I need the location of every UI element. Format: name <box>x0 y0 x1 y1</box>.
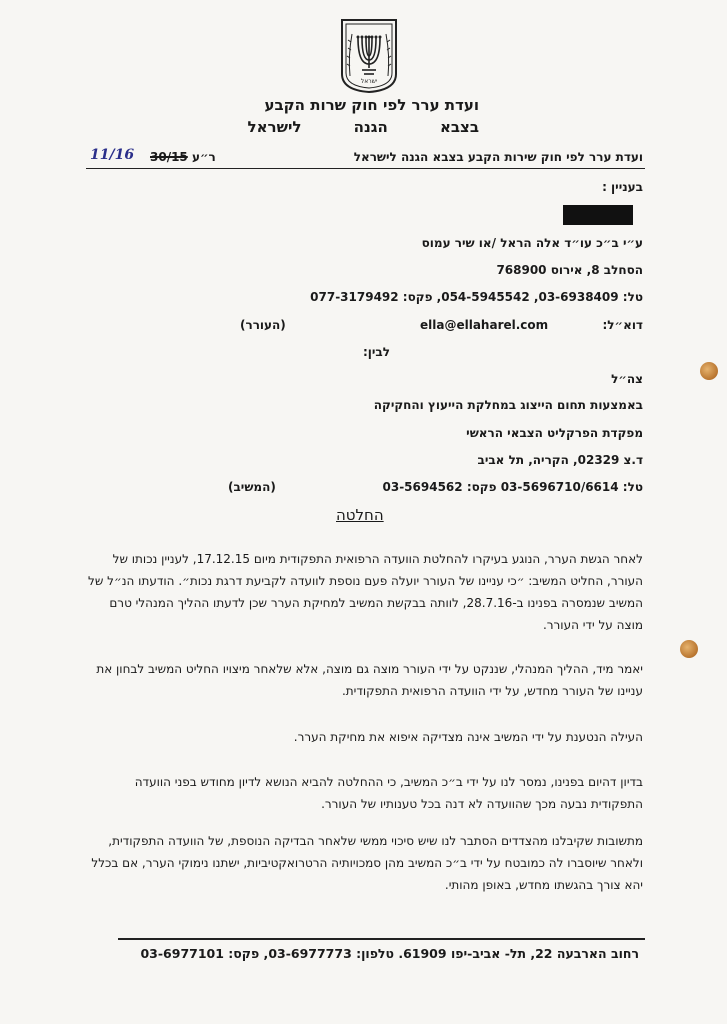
footer-rule <box>118 938 645 940</box>
regarding-label: בעניין : <box>602 180 643 194</box>
appellant-phones: טל: 03-6938409, 054-5945542, פקס: 077-3179492 <box>310 290 643 304</box>
respondent-address: ד.צ 02329, הקריה, תל אביב <box>477 453 643 467</box>
case-line-rule <box>86 168 645 169</box>
respondent-role: (המשיב) <box>228 480 276 494</box>
email-label: דוא״ל: <box>602 318 643 332</box>
respondent-via: באמצעות תחום הייצוג במחלקת הייעוץ והחקיקה <box>373 398 643 412</box>
decision-paragraph-1: לאחר הגשת הערר, הנוגע בעיקרו להחלטת הוועדה הרפואית התפקודית מיום 17.12.15, לעניין נכותו של העורר, החליט המשיב: ״כי עניינו של העורר יועלה פעם נוספת לוועדה לקביעת דרגת נכות״. הודעתו הנ״ל של המשיב שנמסרה בפנינו ב-28.7.16, לוותה בבקשת המשיב למחיקת הערר שכן לדעתו ההליך המנהלי טרם מוצה על ידי העורר. <box>88 552 643 632</box>
binder-hole-top <box>700 362 718 380</box>
state-emblem-icon <box>336 16 402 94</box>
redacted-appellant-name <box>563 205 633 225</box>
footer-address: רחוב הארבעה 22, תל- אביב-יפו 61909. טלפון: 03-6977773, פקס: 03-6977101 <box>140 946 639 961</box>
appellant-role: (העורר) <box>240 318 286 332</box>
case-number-struck <box>150 150 216 164</box>
respondent-phones: טל: 03-5696710/6614 פקס: 03-5694562 <box>382 480 643 494</box>
respondent-name: צה״ל <box>611 372 643 386</box>
respondent-office: מפקדת הפרקליט הצבאי הראשי <box>466 426 643 440</box>
binder-hole-bottom <box>680 640 698 658</box>
decision-paragraph-5: מתשובות שקיבלנו מהצדדים הסתבר לנו שיש סיכוי ממשי שלאחר הבדיקה הנוספת, של הוועדה התפקודית, ולאחר שיוסברו לה כמובטח על ידי ב״כ המשיב מהן סמכויותיה הרטרואקטיביות, ישתנו נימוקי הערר, אם בכלל יהא צורך בהגשתו מחדש, באופן מהותי. <box>91 834 643 892</box>
appellant-email: ella@ellaharel.com <box>420 318 549 332</box>
handwritten-case-number: 11/16 <box>90 147 135 163</box>
committee-subtitle: בצבא הגנה לישראל <box>247 118 479 136</box>
decision-paragraph-3: העילה הנטענת על ידי המשיב אינה מצדיקה איפוא את מחיקת הערר. <box>293 730 643 744</box>
decision-title: החלטה <box>336 506 384 524</box>
emblem-text: ישראל <box>360 78 378 85</box>
versus-label: לבין: <box>362 345 390 359</box>
case-committee-title: ועדת ערר לפי חוק שירות הקבע בצבא הגנה לישראל <box>353 150 643 164</box>
decision-paragraph-2: יאמר מיד, ההליך המנהלי, שננקט על ידי העורר מוצה גם מוצה, אלא שלאחר מיצויו החליט המשיב לבחון את עניינו של העורר מחדש, על ידי הוועדה הרפואית התפקודית. <box>96 662 643 698</box>
committee-name: ועדת ערר לפי חוק שרות הקבע <box>264 96 479 114</box>
struck-case-number: 30/15 <box>150 150 188 164</box>
appellant-address: הסחלב 8, אירוס 768900 <box>496 263 643 277</box>
decision-paragraph-4: בדיון דהיום בפנינו, נמסר לנו על ידי ב״כ המשיב, כי ההחלטה להביא הנושא לדיון מחודש בפני הוועדה התפקודית נבעה מכך שהוועדה לא דנה בכל טענותיו של העורר. <box>134 775 643 811</box>
appellant-counsel: ע״י ב״כ עו״ד אלה הראל /או שיר עמוס <box>421 236 643 250</box>
case-prefix: ר״ע <box>191 150 216 164</box>
